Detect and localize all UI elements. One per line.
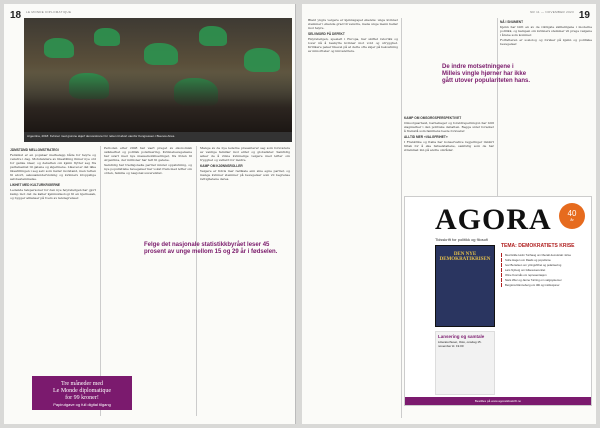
paragraph: Kjønn har blitt en av de viktigste skillelinjene i moderne politikk, og kampen om kvinners stemmer vil prege valgene i årene som kommer. [500, 25, 592, 37]
contents-item: Niels Wier og Janne Tørring om valgsystemer [501, 278, 587, 282]
green-scarf [144, 43, 178, 65]
photo-caption: Argentina, 2018: Kvinner med grønne skjerf demonstrerer for retten til abort utenfor Kongressen i Buenos Aires. [24, 132, 292, 142]
paragraph: Perioden etter 2008 har vært preget av økonomisk usikkerhet og politisk polarisering. Kvinnebevegelsene har svart med nye massemobiliseringer, fra Polen til Argentina, der millioner har tatt til gatene. [104, 146, 192, 162]
event-text: Litteraturhuset, Oslo, onsdag 15. november kl. 19.00 [438, 340, 482, 348]
green-scarf [44, 38, 74, 58]
section-heading: SELVMORD PÅ DEFEKT [308, 32, 345, 36]
contents-item: Sofie Hagen om Rawls og populisme [501, 258, 587, 262]
contents-item: Oline Kvernås om representasjon [501, 273, 587, 277]
article-column [500, 18, 592, 194]
paragraph: Ledende talspersoner for den nye høyrebølgen har gjort kamp mot det de kaller kjønnsideologi til en kjernesak, og bygger allianser på tvers av landegrenser. [10, 188, 96, 200]
badge-unit: år [570, 217, 574, 222]
sub-ad-line1: Tre måneder med [60, 381, 104, 387]
paragraph: Omsorgsarbeid, barnehager og foreldrepermisjon har blitt slagmarker i den politiske debatten. Begge sider forsøker å fremstå som familiens beste forsvarer. [404, 121, 494, 133]
anniversary-badge [559, 203, 585, 229]
event-title: Lansering og samtale [438, 334, 485, 339]
agora-tagline: Tidsskrift for politikk og filosofi [435, 237, 488, 242]
agora-logo: AGORA [435, 203, 552, 236]
green-scarf [244, 48, 280, 72]
contents-list [501, 253, 587, 288]
section-heading: KAMP OM OMSORGSPERSPEKTIVET [404, 116, 462, 120]
agora-footer-link[interactable]: Bestilles på www.agoratidsskrift.no [405, 397, 591, 405]
column-divider [497, 18, 498, 198]
contents-item: Bergtora Rønneberg om tillit og institusjoner [501, 283, 587, 287]
article-column [10, 146, 96, 370]
section-heading: JÄMSTÄMD MELLOMSTRATEGI [10, 148, 59, 152]
sub-ad-line2: Le Monde diplomatique [53, 388, 111, 394]
paragraph: Velgere er tidvis mer radikale enn sine egne partier, og mange kvinner stemmer på bevegelser som vil begrense rettighetene deres. [200, 169, 290, 181]
sub-ad-line3: for 99 kroner! [65, 395, 99, 401]
paragraph: Høyrebølgen, spesielt i Europa, har skiftet retorikk og lover nå å beskytte kvinner mot vold og utrygghet. Kritikere peker likevel på at dette ofte skjer på bekostning av minoriteter og innvandrere. [308, 37, 398, 53]
protest-photo [24, 18, 292, 132]
badge-number: 40 [567, 209, 577, 218]
article-column [200, 146, 290, 236]
contents-item: Lars Nyberg om folkesuverenitet [501, 268, 587, 272]
column-divider [401, 18, 402, 418]
section-heading: KAMP OM KJØNNSROLLER [200, 164, 243, 168]
green-scarf [199, 26, 227, 46]
contents-item: Med Hilde Holm Tørhaug om liberalt demokrati i krise [501, 253, 587, 257]
section-heading: NÅ I SNUMENT [500, 20, 524, 24]
magazine-cover[interactable] [435, 245, 495, 327]
paragraph: Feminist er en populær merkelapp både for høyre og venstre i dag. Motstandere av likestilling finner nye ord for gamle ideer, og debatten om kjønn flytter seg fra parlamentet til gatene og skjermene. Likevel er det ikke likestillingen i seg selv som møter motstand, men retten til abort, seksualundervisning og kvinners kroppslige selvbestemmelse. [10, 153, 96, 181]
paragraph: I Frankrike og Italia har konservative regjeringer innført tiltak for å øke fødselstallene, samtidig som de har strammet inn på andre områder. [404, 140, 494, 152]
paragraph: Mange av de nye lederne presenterer seg som forsvarere av vanlige familier mot eliter og globalister. Samtidig søker de å vinne kvinnelige velgere med løfter om trygghet og velferd for mødre. [200, 146, 290, 162]
pull-quote: Felge det nasjonale statistikkbyrået leser 45 prosent av unge mellom 15 og 29 år i fødselen. [144, 242, 278, 255]
sub-ad-line4: Papirutgave og full digital tilgang [53, 402, 111, 407]
theme-title: TEMA: DEMOKRATIETS KRISE [501, 243, 575, 249]
section-heading: ALLTID MER «VALGFRIHET» [404, 135, 448, 139]
pull-quote: De indre motsetningene i Milleis vingle hjørner har ikke gått utover populariteten hans. [442, 64, 531, 84]
event-box [435, 331, 495, 395]
green-scarf [94, 28, 120, 46]
page-number-left: 18 [10, 10, 22, 21]
article-column [308, 18, 398, 418]
running-head-right: NR 11 — NOVEMBER 2023 [530, 10, 574, 14]
crowd [24, 72, 292, 132]
contents-item: Ivar Bertelsen om ytringsfrihet og polarisering [501, 263, 587, 267]
page-number-right: 19 [578, 10, 590, 21]
cover-title: DEN NYE DEMOKRATIKRISEN [439, 252, 491, 262]
paragraph: Blant yngre velgere er kjønnsgapet økende: unge kvinner stemmer i økende grad til venstre, mens unge menn heller mot høyre. [308, 18, 398, 30]
section-heading: LIKHET MED KULTURKRIGERNE [10, 183, 61, 187]
left-page [4, 4, 296, 424]
paragraph: Forfatteren er sosiolog og forsker på kjønn og politiske bevegelser. [500, 38, 592, 46]
column-divider [196, 146, 197, 416]
subscription-ad[interactable] [32, 376, 132, 410]
paragraph: Samtidig har tradisjonelle partier mistet oppslutning, og nye populistiske bevegelser har vokst fram med løfter om orden, familie og nasjonal suverenitet. [104, 163, 192, 175]
running-head-left: LE MONDE DIPLOMATIQUE [26, 10, 72, 14]
agora-advertisement[interactable] [404, 196, 592, 406]
